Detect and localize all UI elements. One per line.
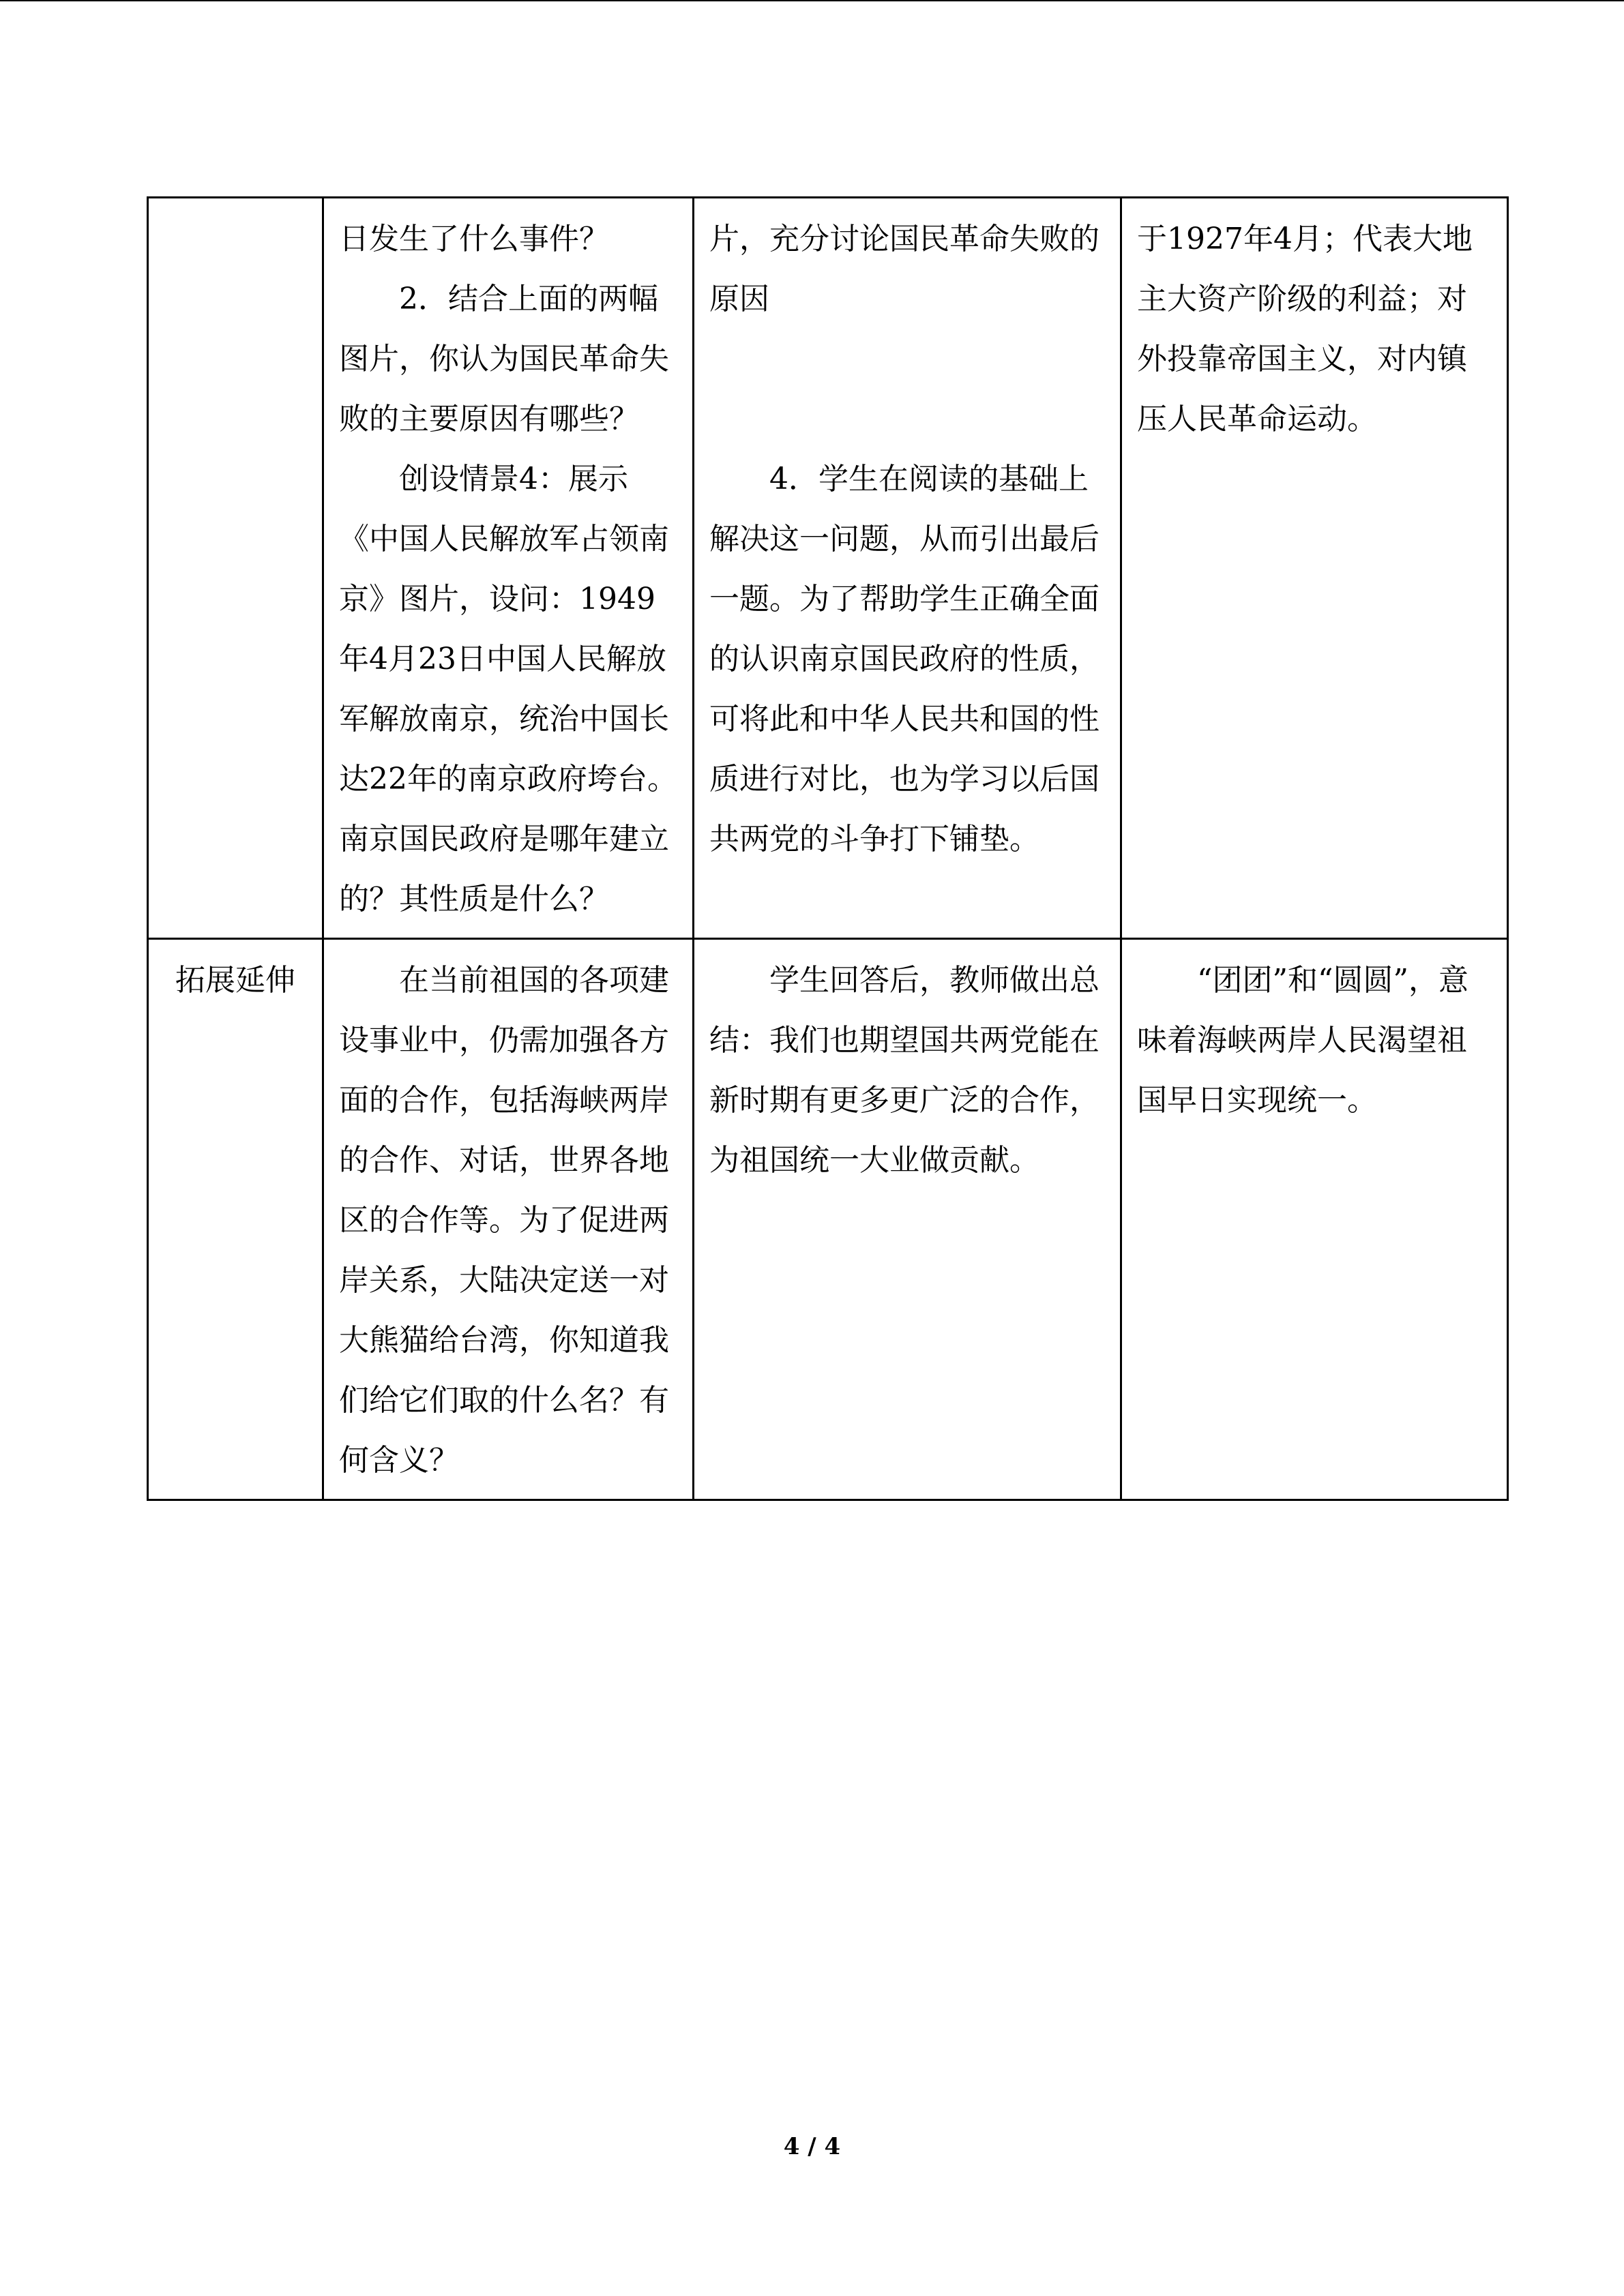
teacher-activity-cell: [323, 939, 694, 1500]
table-row: [148, 198, 1508, 939]
text-paragraph: 学生回答后，教师做出总结：我们也期望国共两党能在新时期有更多更广泛的合作，为祖国统一大业做贡献。: [709, 963, 1099, 1178]
text-paragraph: 于1927年4月；代表大地主大资产阶级的利益；对外投靠帝国主义，对内镇压人民革命运动。: [1137, 222, 1473, 436]
spacer: [709, 329, 1105, 449]
text-paragraph: 日发生了什么事件？: [339, 222, 609, 256]
teacher-activity-cell: [323, 198, 694, 939]
section-label: 拓展延伸: [175, 963, 295, 998]
top-border-line: [0, 0, 1624, 1]
text-paragraph: 片，充分讨论国民革命失败的原因: [709, 222, 1099, 316]
student-activity-cell: [694, 939, 1121, 1500]
text-paragraph: 4．学生在阅读的基础上解决这一问题，从而引出最后一题。为了帮助学生正确全面的认识南京国民政府的性质，可将此和中华人民共和国的性质进行对比，也为学习以后国共两党的斗争打下铺垫。: [709, 462, 1099, 856]
section-label-cell: [148, 198, 323, 939]
text-paragraph: 2．结合上面的两幅图片，你认为国民革命失败的主要原因有哪些？: [339, 282, 669, 436]
design-intent-cell: [1121, 939, 1508, 1500]
text-paragraph: 在当前祖国的各项建设事业中，仍需加强各方面的合作，包括海峡两岸的合作、对话，世界各地区的合作等。为了促进两岸关系，大陆决定送一对大熊猫给台湾，你知道我们给它们取的什么名？有何含义？: [339, 963, 669, 1478]
text-paragraph: 创设情景4：展示《中国人民解放军占领南京》图片，设问：1949年4月23日中国人民解放军解放南京，统治中国长达22年的南京政府垮台。南京国民政府是哪年建立的？其性质是什么？: [339, 462, 677, 916]
page-number: 4 / 4: [783, 2133, 841, 2160]
table-row: [148, 939, 1508, 1500]
section-label-cell: [148, 939, 323, 1500]
lesson-plan-table: [147, 196, 1509, 1501]
design-intent-cell: [1121, 198, 1508, 939]
text-paragraph: “团团”和“圆圆”，意味着海峡两岸人民渴望祖国早日实现统一。: [1137, 963, 1468, 1118]
student-activity-cell: [694, 198, 1121, 939]
